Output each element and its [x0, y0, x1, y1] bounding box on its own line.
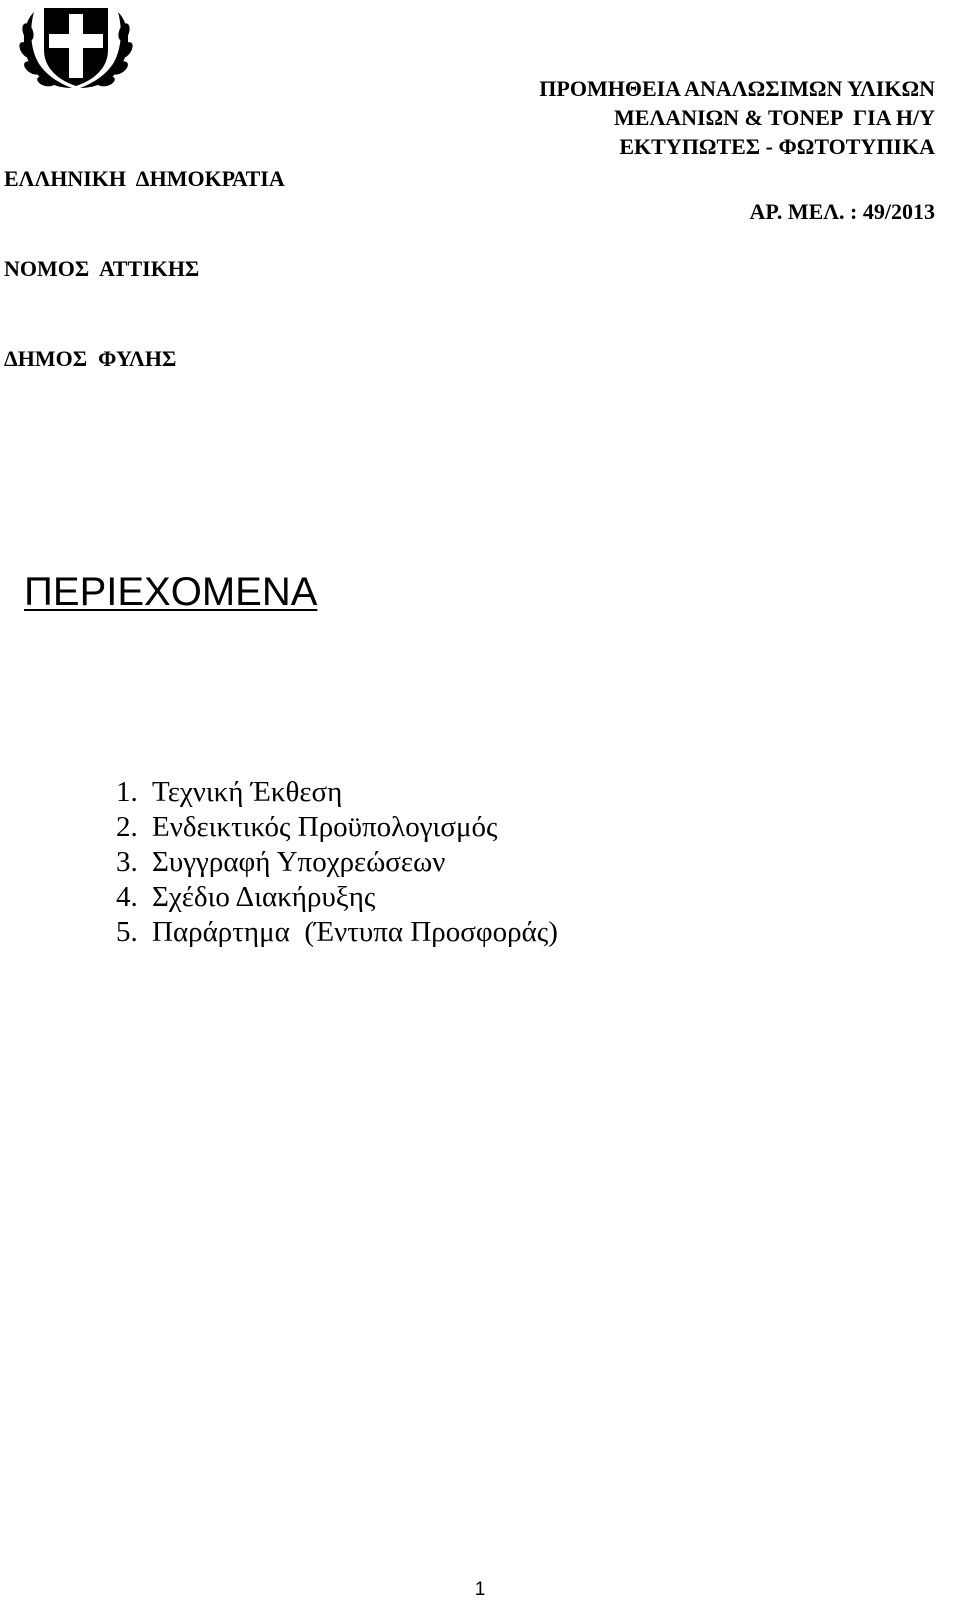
- contents-title: ΠΕΡΙΕΧΟΜΕΝΑ: [24, 570, 318, 614]
- issuer-line-country: ΕΛΛΗΝΙΚΗ ΔΗΜΟΚΡΑΤΙΑ: [4, 166, 285, 191]
- contents-item-number: 1.: [116, 776, 138, 808]
- page-number: 1: [474, 1579, 486, 1600]
- contents-item-label: Παράρτημα (Έντυπα Προσφοράς): [152, 916, 558, 948]
- contents-item-label: Συγγραφή Υποχρεώσεων: [152, 846, 446, 878]
- contents-item-number: 5.: [116, 916, 138, 948]
- subject-line-2: ΜΕΛΑΝΙΩΝ & ΤΟΝΕΡ ΓΙΑ Η/Υ: [614, 105, 935, 130]
- contents-item-label: Σχέδιο Διακήρυξης: [152, 881, 376, 913]
- contents-item: [116, 775, 558, 810]
- contents-item: [116, 880, 558, 915]
- subject-line-1: ΠΡΟΜΗΘΕΙΑ ΑΝΑΛΩΣΙΜΩΝ ΥΛΙΚΩΝ: [539, 76, 935, 101]
- subject-block: [539, 74, 935, 161]
- contents-item-number: 3.: [116, 846, 138, 878]
- contents-list: [116, 775, 558, 950]
- contents-item: [116, 845, 558, 880]
- contents-item-label: Τεχνική Έκθεση: [152, 776, 343, 808]
- issuer-block: [4, 104, 285, 404]
- contents-item-number: 2.: [116, 811, 138, 843]
- subject-line-3: ΕΚΤΥΠΩΤΕΣ - ΦΩΤΟΤΥΠΙΚΑ: [619, 134, 935, 159]
- issuer-line-prefecture: ΝΟΜΟΣ ΑΤΤΙΚΗΣ: [4, 256, 200, 281]
- study-reference-number: ΑΡ. ΜΕΛ. : 49/2013: [749, 199, 935, 224]
- issuer-line-municipality: ΔΗΜΟΣ ΦΥΛΗΣ: [4, 346, 177, 371]
- contents-item: [116, 915, 558, 950]
- contents-item-label: Ενδεικτικός Προϋπολογισμός: [152, 811, 498, 843]
- contents-item: [116, 810, 558, 845]
- contents-item-number: 4.: [116, 881, 138, 913]
- greek-coat-of-arms-icon: [16, 2, 136, 90]
